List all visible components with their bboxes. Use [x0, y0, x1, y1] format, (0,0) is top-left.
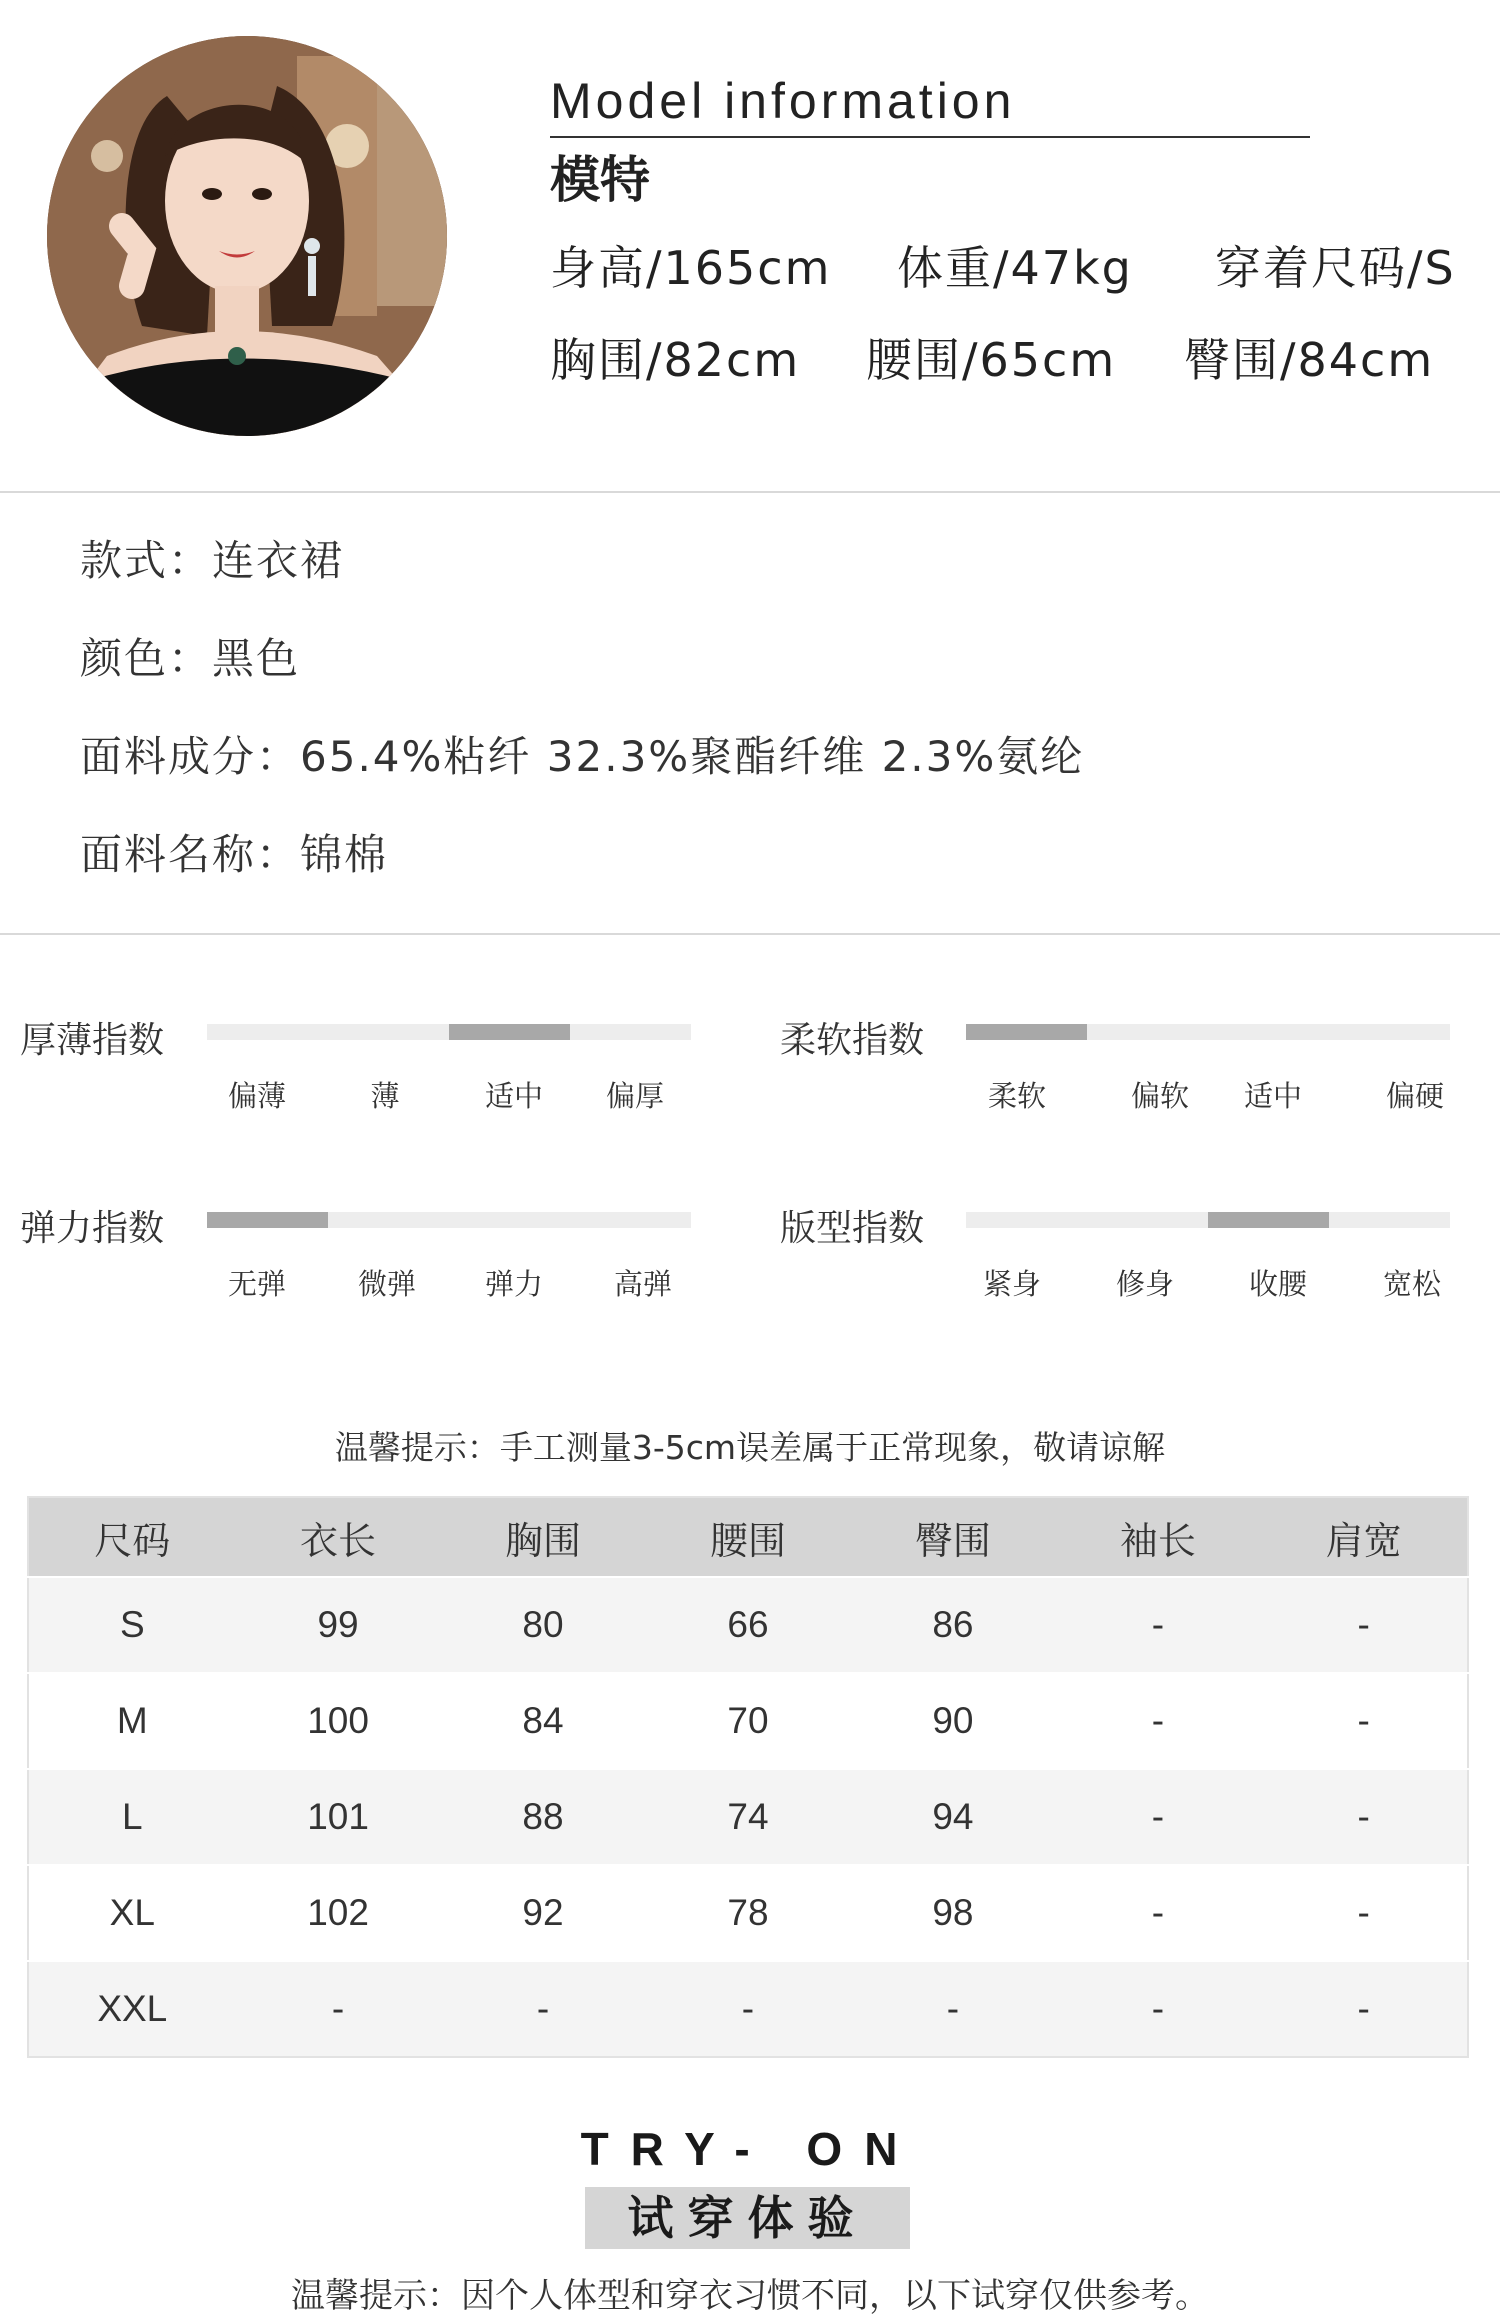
table-cell: - [236, 1961, 441, 2057]
table-cell: - [1055, 1673, 1260, 1769]
table-cell: - [1260, 1769, 1468, 1865]
attr-label: 颜色： [80, 634, 213, 683]
table-row [28, 1865, 1468, 1961]
col-header: 尺码 [28, 1497, 236, 1577]
index-thickness-bar [207, 1024, 691, 1040]
table-cell: L [28, 1769, 236, 1865]
table-cell: XXL [28, 1961, 236, 2057]
index-option: 高弹 [613, 1267, 673, 1301]
col-header: 袖长 [1055, 1497, 1260, 1577]
table-cell: - [1260, 1577, 1468, 1673]
attr-style [80, 528, 344, 588]
size-table [27, 1496, 1469, 2058]
index-option: 紧身 [982, 1267, 1042, 1301]
table-cell: XL [28, 1865, 236, 1961]
table-cell: 99 [236, 1577, 441, 1673]
index-option: 适中 [484, 1079, 544, 1113]
model-height: 身高/165cm [550, 241, 832, 295]
index-option: 偏软 [1130, 1079, 1190, 1113]
attr-value: 连衣裙 [212, 536, 345, 585]
table-cell: 90 [850, 1673, 1055, 1769]
index-thickness-fill [449, 1024, 570, 1040]
model-avatar [47, 36, 447, 436]
table-cell: 70 [645, 1673, 850, 1769]
table-cell: 66 [645, 1577, 850, 1673]
attr-fabric-name [80, 822, 388, 882]
index-option: 弹力 [484, 1267, 544, 1301]
model-bust: 胸围/82cm [550, 333, 801, 387]
table-row [28, 1769, 1468, 1865]
index-fit-title: 版型指数 [780, 1208, 925, 1249]
table-cell: 78 [645, 1865, 850, 1961]
divider [0, 491, 1500, 493]
index-softness-bar [966, 1024, 1450, 1040]
index-option: 修身 [1115, 1267, 1175, 1301]
table-cell: - [441, 1961, 646, 2057]
table-cell: - [1055, 1961, 1260, 2057]
index-thickness-title: 厚薄指数 [20, 1020, 165, 1061]
table-header-row [28, 1497, 1468, 1577]
try-on-note: 温馨提示：因个人体型和穿衣习惯不同，以下试穿仅供参考。 [291, 2276, 1209, 2316]
index-option: 偏薄 [227, 1079, 287, 1113]
table-cell: - [1055, 1865, 1260, 1961]
col-header: 衣长 [236, 1497, 441, 1577]
model-size-worn: 穿着尺码/S [1215, 241, 1456, 295]
attr-fabric-composition [80, 724, 1084, 784]
try-on-title: TRY- ON [580, 2123, 920, 2175]
index-elasticity-fill [207, 1212, 328, 1228]
table-cell: 74 [645, 1769, 850, 1865]
table-cell: 98 [850, 1865, 1055, 1961]
index-option: 偏厚 [605, 1079, 665, 1113]
index-softness-fill [966, 1024, 1087, 1040]
index-option: 无弹 [227, 1267, 287, 1301]
try-on-badge: 试穿体验 [585, 2187, 910, 2249]
table-cell: - [645, 1961, 850, 2057]
model-subtitle: 模特 [550, 151, 650, 209]
model-info-title: Model information [550, 73, 1016, 129]
model-waist: 腰围/65cm [866, 333, 1117, 387]
attr-label: 面料名称： [80, 830, 301, 879]
table-cell: S [28, 1577, 236, 1673]
col-header: 腰围 [645, 1497, 850, 1577]
index-fit-bar [966, 1212, 1450, 1228]
table-row [28, 1673, 1468, 1769]
index-option: 微弹 [357, 1267, 417, 1301]
model-hip: 臀围/84cm [1184, 333, 1435, 387]
table-cell: 84 [441, 1673, 646, 1769]
index-fit-fill [1208, 1212, 1329, 1228]
index-softness-title: 柔软指数 [780, 1020, 925, 1061]
table-cell: 101 [236, 1769, 441, 1865]
table-cell: - [1055, 1577, 1260, 1673]
table-row [28, 1961, 1468, 2057]
table-cell: - [1260, 1865, 1468, 1961]
size-tip: 温馨提示：手工测量3-5cm误差属于正常现象，敬请谅解 [334, 1428, 1166, 1467]
title-underline [550, 136, 1310, 138]
table-cell: 100 [236, 1673, 441, 1769]
index-elasticity-title: 弹力指数 [20, 1208, 165, 1249]
attr-value: 黑色 [212, 634, 301, 683]
col-header: 肩宽 [1260, 1497, 1468, 1577]
index-option: 柔软 [987, 1079, 1047, 1113]
table-cell: 88 [441, 1769, 646, 1865]
model-weight: 体重/47kg [897, 241, 1133, 295]
index-option: 偏硬 [1385, 1079, 1445, 1113]
attr-value: 锦棉 [300, 830, 389, 879]
attr-color [80, 626, 300, 686]
table-cell: 94 [850, 1769, 1055, 1865]
index-option: 薄 [370, 1079, 400, 1113]
attr-value: 65.4%粘纤 32.3%聚酯纤维 2.3%氨纶 [300, 732, 1085, 781]
attr-label: 款式： [80, 536, 213, 585]
table-row [28, 1577, 1468, 1673]
index-option: 适中 [1243, 1079, 1303, 1113]
divider [0, 933, 1500, 935]
index-elasticity-bar [207, 1212, 691, 1228]
table-cell: M [28, 1673, 236, 1769]
col-header: 胸围 [441, 1497, 646, 1577]
table-cell: - [1055, 1769, 1260, 1865]
model-photo-icon [47, 36, 447, 436]
index-option: 收腰 [1248, 1267, 1308, 1301]
table-cell: - [850, 1961, 1055, 2057]
table-cell: 80 [441, 1577, 646, 1673]
table-cell: 92 [441, 1865, 646, 1961]
table-cell: 102 [236, 1865, 441, 1961]
index-option: 宽松 [1382, 1267, 1442, 1301]
table-cell: - [1260, 1961, 1468, 2057]
attr-label: 面料成分： [80, 732, 301, 781]
col-header: 臀围 [850, 1497, 1055, 1577]
table-cell: - [1260, 1673, 1468, 1769]
table-cell: 86 [850, 1577, 1055, 1673]
